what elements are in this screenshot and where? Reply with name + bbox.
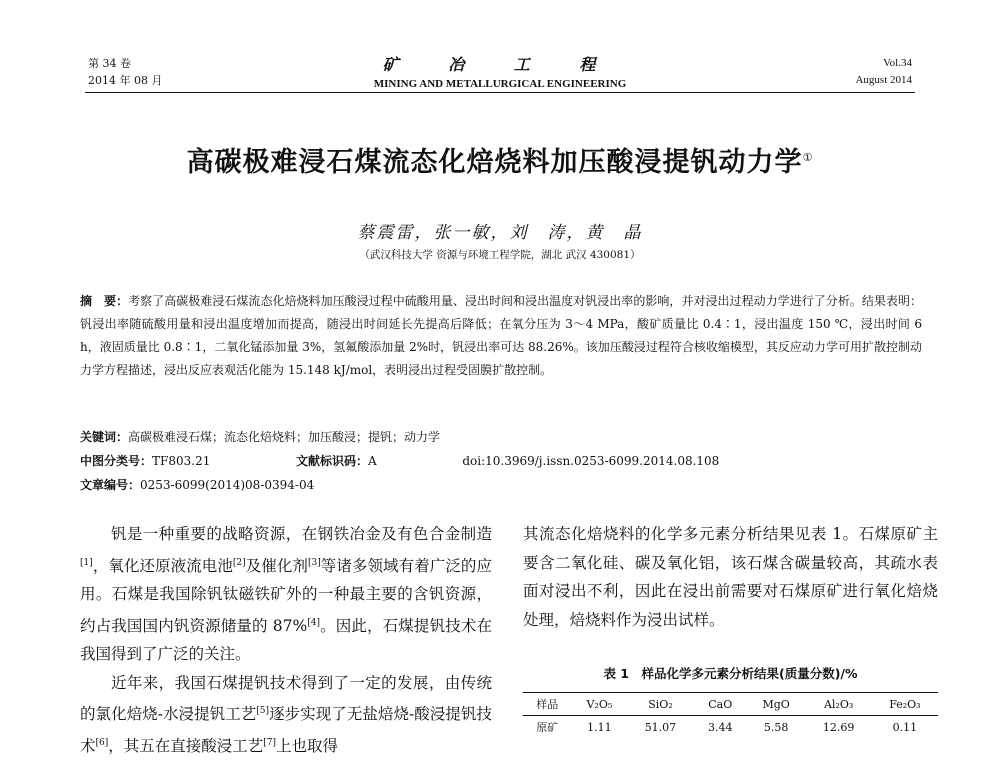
abstract: [80, 290, 922, 382]
date-en: August 2014: [855, 74, 912, 86]
volume-en: Vol.34: [883, 57, 912, 69]
header-rule: [85, 92, 915, 93]
affiliation: （武汉科技大学 资源与环境工程学院，湖北 武汉 430081）: [359, 249, 641, 261]
table-cell: 1.11: [587, 720, 612, 734]
table-header-cell: CaO: [708, 697, 733, 711]
text-run: ，氧化还原液流电池: [92, 556, 233, 575]
header-right: [855, 55, 912, 89]
article-number-row: [80, 473, 719, 497]
table-cell: 0.11: [892, 720, 918, 734]
journal-name-cn: 矿 冶 工 程: [382, 55, 618, 74]
clc-label: 中图分类号：: [80, 454, 153, 468]
article-title: [60, 140, 940, 179]
title-footnote-marker: ①: [802, 151, 814, 164]
citation: [7]: [263, 737, 277, 748]
article-no-value: 0253-6099(2014)08-0394-04: [140, 478, 315, 492]
text-run: ，其五在直接酸浸工艺: [108, 737, 264, 756]
text-run: 等诸多领域有着广泛的应用。石煤是我国除钒钛磁铁矿外的一种最主要的含钒资源，约占我国国内钒资源储量的 87%: [80, 556, 492, 635]
doi: doi:10.3969/j.issn.0253-6099.2014.08.108: [462, 454, 720, 468]
table-header-cell: V₂O₅: [586, 697, 613, 711]
keywords-text: 高碳极难浸石煤；流态化焙烧料；加压酸浸；提钒；动力学: [128, 430, 441, 444]
doc-code-label: 文献标识码：: [296, 454, 369, 468]
header-left: [88, 55, 162, 89]
date-cn: 2014 年 08 月: [88, 74, 163, 87]
citation: [4]: [307, 617, 320, 628]
citation: [6]: [95, 737, 109, 748]
table-header-cell: MgO: [762, 697, 790, 711]
table-cell: 原矿: [536, 721, 559, 734]
title-text: 高碳极难浸石煤流态化焙烧料加压酸浸提钒动力学: [186, 147, 803, 178]
text-run: 钒是一种重要的战略资源，在钢铁冶金及有色合金制造: [111, 525, 492, 543]
citation: [5]: [256, 706, 270, 717]
abstract-label: 摘 要：: [80, 294, 129, 308]
table-header-cell: 样品: [536, 698, 559, 711]
table-caption: 表 1 样品化学多元素分析结果(质量分数)/%: [603, 666, 858, 681]
volume-cn: 第 34 卷: [88, 57, 131, 70]
authors: 蔡震雷，张一敏，刘 涛，黄 晶: [357, 223, 643, 243]
text-run: 近年来，我国石煤提钒技术得到了一定的发展，由传统的氯化焙烧-水浸提钒工艺: [80, 673, 492, 724]
paragraph: 其流态化焙烧料的化学多元素分析结果见表 1。石煤原矿主要含二氧化硅、碳及氧化铝，该石煤含碳量较高，其疏水表面对浸出不利，因此在浸出前需要对石煤原矿进行氧化焙烧处理，焙烧料作为浸出试样。: [523, 525, 938, 629]
article-no-label: 文章编号：: [80, 478, 141, 492]
data-table: [523, 692, 938, 738]
table-cell: 51.07: [644, 720, 677, 734]
article-meta: [80, 425, 719, 497]
table-header-row: [523, 693, 938, 716]
clc-value: TF803.21: [152, 454, 211, 468]
classification-row: [80, 449, 719, 473]
table-cell: 12.69: [822, 720, 855, 734]
abstract-text: 考察了高碳极难浸石煤流态化焙烧料加压酸浸过程中硫酸用量、浸出时间和浸出温度对钒浸出率的影响，并对浸出过程动力学进行了分析。结果表明：钒浸出率随硫酸用量和浸出温度增加而提高，随浸出时间延长先提高后降低；在氧分压为 3～4 MPa，酸矿质量比 0.4∶1，浸出温度 150 ℃，浸出时间 6 h，液固质量比 0.8∶1，二氧化锰添加量 3%，氢氟酸添加量 2%时，钒浸出率可达 88.26%。该加压酸浸过程符合核收缩模型，其反应动力学可用扩散控制动力学方程描述，浸出反应表观活化能为 15.148 kJ/mol，表明浸出过程受固膜扩散控制。: [80, 294, 922, 377]
citation: [3]: [307, 557, 321, 568]
text-run: 逐步实现了无盐焙烧-酸浸提钒技术: [80, 705, 492, 756]
text-run: 及催化剂: [245, 556, 308, 575]
header-center: [340, 52, 660, 90]
text-run: 上也取得: [276, 737, 339, 756]
table-header-cell: SiO₂: [648, 697, 673, 711]
paragraph: [80, 520, 492, 669]
text-run: 。因此，石煤提钒技术在我国得到了广泛的关注。: [80, 616, 492, 664]
doc-code-value: A: [368, 454, 377, 468]
keywords-row: [80, 425, 719, 449]
table-header-cell: Al₂O₃: [823, 697, 854, 711]
table-cell: 3.44: [708, 720, 733, 734]
keywords-label: 关键词：: [80, 430, 129, 444]
table-cell: 5.58: [763, 720, 789, 734]
paragraph: [80, 669, 492, 761]
citation: [2]: [232, 557, 246, 568]
body-column-right: [523, 520, 938, 634]
table-header-cell: Fe₂O₃: [889, 697, 921, 711]
journal-name-en: MINING AND METALLURGICAL ENGINEERING: [373, 78, 627, 90]
citation: [1]: [80, 557, 93, 568]
body-column-left: [80, 520, 492, 761]
